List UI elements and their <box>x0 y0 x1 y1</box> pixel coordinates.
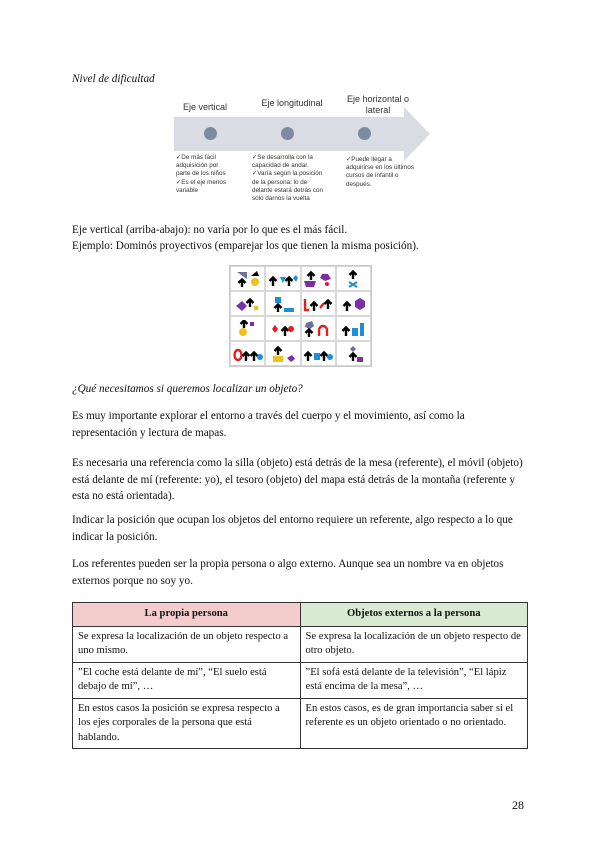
domino-tile <box>301 291 336 316</box>
comparison-table <box>72 602 528 749</box>
projective-dominoes-image <box>229 265 372 367</box>
table-header-own-person: La propia persona <box>73 603 301 627</box>
table-cell: Se expresa la localización de un objeto respecto de otro objeto. <box>300 626 528 662</box>
paragraph-body: Es necesaria una referencia como la silla (objeto) está detrás de la mesa (referente), el móvil (objeto) está delante de mí (referente: yo), el tesoro (objeto) del mapa está detrás de la montaña (referente y esta no está orientada). <box>72 457 523 502</box>
difficulty-axes-diagram <box>168 92 430 220</box>
domino-tile <box>230 341 265 366</box>
table-cell: En estos casos la posición se expresa respecto a los ejes corporales de la persona que está hablando. <box>73 698 301 749</box>
axis-note: ✓Varía según la posición de la persona: lo de delante estará detrás con sólo darnos la vuelta <box>252 170 324 203</box>
axis-title-longitudinal: Eje longitudinal <box>261 98 323 108</box>
axis-note: ✓Puede llegar a adquirirse en los últimos cursos de infantil o después. <box>346 156 414 188</box>
axis-title-vertical: Eje vertical <box>182 102 227 112</box>
paragraph-body: Es muy importante explorar el entorno a través del cuerpo y el movimiento, así como la representación y lectura de mapas. <box>72 410 465 439</box>
question-heading: ¿Qué necesitamos si queremos localizar un objeto? <box>72 383 303 395</box>
arrow-head <box>404 107 430 161</box>
axis-notes-lateral <box>346 156 430 189</box>
table-row <box>73 662 528 698</box>
domino-tile <box>265 341 300 366</box>
domino-tile <box>301 266 336 291</box>
domino-tile <box>265 291 300 316</box>
domino-tile <box>230 291 265 316</box>
domino-tile <box>336 291 371 316</box>
domino-tile <box>230 266 265 291</box>
page-number: 28 <box>512 798 524 812</box>
domino-tile <box>301 316 336 341</box>
table-cell: Se expresa la localización de un objeto respecto a uno mismo. <box>73 626 301 662</box>
domino-tile <box>265 266 300 291</box>
domino-tile <box>336 316 371 341</box>
domino-tile <box>301 341 336 366</box>
table-row <box>73 698 528 749</box>
axis-note: ✓De más fácil adquisición por parte de los niños <box>176 154 226 178</box>
table-cell: En estos casos, es de gran importancia saber si el referente es un objeto orientado o no orientado. <box>300 698 528 749</box>
table-header-external-objects: Objetos externos a la persona <box>300 603 528 627</box>
difficulty-heading: Nivel de dificultad <box>72 73 155 85</box>
vertical-axis-text: Eje vertical (arriba-abajo): no varía por lo que es el más fácil. <box>72 224 348 236</box>
table-row <box>73 626 528 662</box>
axis-note: ✓Es el eje menos variable <box>176 178 227 194</box>
axis-notes-vertical <box>176 154 251 195</box>
axis-dot-longitudinal <box>281 127 294 140</box>
domino-tile <box>336 341 371 366</box>
paragraph-body: Indicar la posición que ocupan los objetos del entorno requiere un referente, algo respecto a lo que indicar la posición. <box>72 514 513 543</box>
domino-tile <box>336 266 371 291</box>
axis-note: ✓Se desarrolla con la capacidad de andar. <box>252 154 313 170</box>
paragraph-body: Los referentes pueden ser la propia persona o algo externo. Aunque sea un nombre va en objetos externos porque no soy yo. <box>72 558 504 587</box>
domino-tile <box>230 316 265 341</box>
table-header-row <box>73 603 528 627</box>
domino-tile <box>265 316 300 341</box>
axis-notes-longitudinal <box>252 154 344 203</box>
example-text: Ejemplo: Dominós proyectivos (emparejar los que tienen la misma posición). <box>72 240 419 252</box>
axis-title-lateral: Eje horizontal o lateral <box>346 94 410 115</box>
table-cell: ”El sofá está delante de la televisión”, “El lápiz está encima de la mesa”, … <box>300 662 528 698</box>
table-cell: ”El coche está delante de mí”, “El suelo está debajo de mí”, … <box>73 662 301 698</box>
axis-dot-lateral <box>358 127 371 140</box>
axis-dot-vertical <box>204 127 217 140</box>
